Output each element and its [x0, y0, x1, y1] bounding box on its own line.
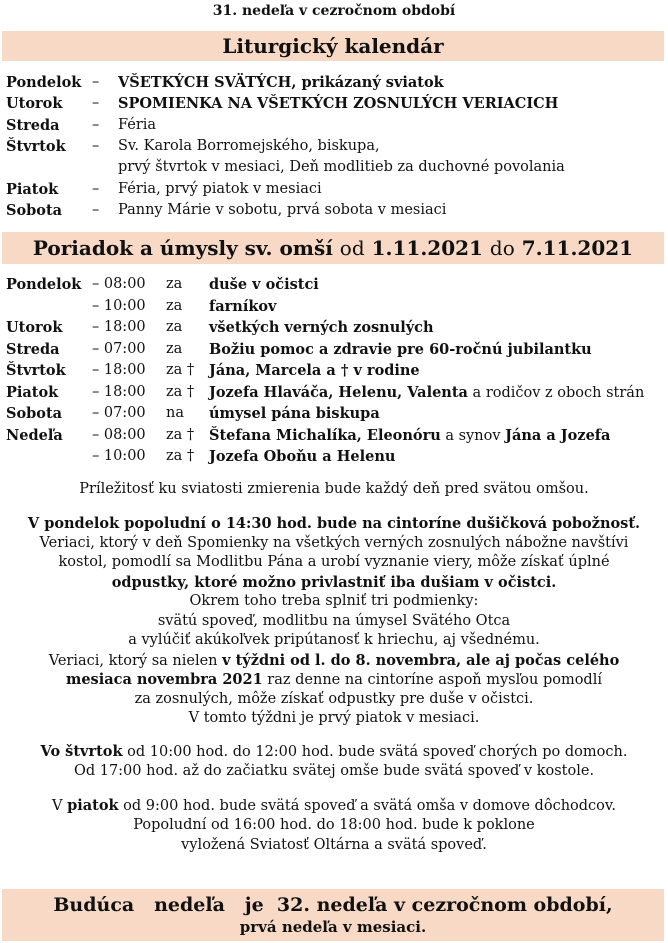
notice-text: od 9:00 hod. bude svätá spoveď a svätá omša v domove dôchodcov.	[118, 798, 616, 814]
intention-names: Štefana Michalíka, Eleonóru	[209, 427, 441, 444]
mass-for: za †	[166, 362, 195, 378]
notice-text-bold: Vo štvrtok	[40, 743, 123, 760]
notice-line	[0, 796, 668, 817]
notice-line: odpustky, ktoré možno privlastniť iba dušiam v očistci.	[111, 573, 557, 591]
notice-line: za zosnulých, môže získať odpustky pre duše v očistci.	[134, 690, 534, 707]
mass-for: za	[166, 341, 183, 357]
title-date-start: 1.11.2021	[371, 236, 483, 260]
next-sunday-banner	[2, 889, 664, 941]
notice-line: Popoludní od 16:00 hod. do 18:00 hod. bude k poklone	[133, 817, 535, 833]
mass-time: – 10:00	[92, 448, 146, 464]
mass-time: – 18:00	[92, 319, 146, 335]
dash: –	[92, 202, 100, 218]
day-label: Nedeľa	[6, 427, 63, 444]
title-from: od	[339, 236, 365, 260]
intention-names-2: Jána a Jozefa	[505, 427, 611, 444]
calendar-text: Féria, prvý piatok v mesiaci	[118, 181, 322, 197]
dash: –	[92, 74, 100, 90]
mass-time: – 18:00	[92, 362, 146, 378]
day-label: Sobota	[6, 202, 63, 219]
mass-intention: farníkov	[209, 298, 277, 315]
mass-for: za	[166, 276, 183, 292]
confession-notice: Príležitosť ku sviatosti zmierenia bude každý deň pred svätou omšou.	[79, 481, 589, 497]
intention-extra: a synov	[440, 428, 506, 444]
notice-line: V tomto týždni je prvý piatok v mesiaci.	[188, 710, 480, 726]
day-label: Sobota	[6, 405, 63, 422]
notice-line: kostol, pomodlí sa Modlitbu Pána a urobí vyznanie viery, môže získať úplné	[58, 554, 610, 570]
mass-intention: Jána, Marcela a † v rodine	[209, 362, 420, 379]
day-label: Štvrtok	[6, 362, 66, 379]
notice-line: a vylúčiť akúkoľvek pripútanosť k hriechu, aj všednému.	[128, 632, 540, 648]
calendar-text: VŠETKÝCH SVÄTÝCH, prikázaný sviatok	[118, 74, 444, 91]
title-date-end: 7.11.2021	[521, 236, 634, 260]
notice-line: V pondelok popoludní o 14:30 hod. bude na cintoríne dušičková pobožnosť.	[27, 515, 641, 532]
day-label: Pondelok	[6, 276, 82, 293]
week-subtitle: 31. nedeľa v cezročnom období	[212, 3, 456, 19]
notice-line	[0, 670, 668, 691]
title-to: do	[489, 236, 515, 260]
dash: –	[92, 181, 100, 197]
notice-text: V	[52, 798, 68, 814]
calendar-text: prvý štvrtok v mesiaci, Deň modlitieb za duchovné povolania	[118, 159, 565, 175]
mass-time: – 10:00	[92, 298, 146, 314]
notice-text: Veriaci, ktorý sa nielen	[48, 652, 223, 669]
mass-time: – 07:00	[92, 405, 146, 421]
calendar-text: Féria	[118, 117, 157, 133]
day-label: Streda	[6, 341, 60, 358]
day-label: Pondelok	[6, 74, 82, 91]
mass-intention: Božiu pomoc a zdravie pre 60-ročnú jubilantku	[209, 341, 592, 358]
calendar-text: SPOMIENKA NA VŠETKÝCH ZOSNULÝCH VERIACICH	[118, 95, 559, 112]
notice-text-bold: mesiaca novembra 2021	[65, 671, 263, 688]
day-label: Streda	[6, 117, 60, 134]
mass-time: – 08:00	[92, 427, 146, 443]
dash: –	[92, 95, 100, 111]
next-sunday-line: Budúca nedeľa je 32. nedeľa v cezročnom období,	[53, 894, 613, 916]
notice-line: svätú spoveď, modlitbu na úmysel Svätého Otca	[157, 612, 511, 629]
day-label: Utorok	[6, 319, 63, 336]
mass-for: za	[166, 319, 183, 335]
notice-line	[0, 651, 668, 672]
notice-line: Okrem toho treba splniť tri podmienky:	[189, 593, 479, 609]
mass-time: – 08:00	[92, 276, 146, 292]
notice-text: od 10:00 hod. do 12:00 hod. bude svätá spoveď chorých po domoch.	[122, 744, 628, 760]
mass-intention: Jozefa Oboňu a Helenu	[209, 448, 396, 465]
mass-intention: úmysel pána biskupa	[209, 405, 380, 422]
dash: –	[92, 138, 100, 154]
notice-line: Veriaci, ktorý v deň Spomienky na všetkých verných zosnulých nábožne navštívi	[39, 534, 629, 551]
next-sunday-subline: prvá nedeľa v mesiaci.	[239, 918, 427, 936]
mass-time: – 07:00	[92, 341, 146, 357]
mass-for: na	[166, 405, 184, 421]
mass-intention	[209, 425, 610, 447]
intention-extra: a rodičov z oboch strán	[467, 385, 645, 401]
mass-intention: duše v očistci	[209, 276, 319, 293]
masses-title-text: Poriadok a úmysly sv. omší	[32, 236, 333, 260]
notice-line: vyložená Sviatosť Oltárna a svätá spoveď.	[181, 837, 487, 853]
notice-text-bold: piatok	[67, 797, 119, 814]
mass-intention	[209, 382, 644, 404]
mass-for: za †	[166, 384, 195, 400]
dash: –	[92, 117, 100, 133]
mass-intention: všetkých verných zosnulých	[209, 319, 434, 336]
intention-names: Jozefa Hlaváča, Helenu, Valenta	[209, 384, 468, 401]
calendar-text: Sv. Karola Borromejského, biskupa,	[118, 138, 380, 154]
calendar-text: Panny Márie v sobotu, prvá sobota v mesiaci	[118, 202, 447, 218]
masses-title	[2, 232, 664, 264]
day-label: Piatok	[6, 384, 59, 401]
day-label: Utorok	[6, 95, 63, 112]
mass-time: – 18:00	[92, 384, 146, 400]
mass-for: za	[166, 298, 183, 314]
notice-line: Od 17:00 hod. až do začiatku svätej omše bude svätá spoveď v kostole.	[73, 763, 595, 779]
notice-text-bold: v týždni od l. do 8. novembra, ale aj počas celého	[222, 651, 620, 669]
mass-for: za †	[166, 448, 195, 464]
calendar-title: Liturgický kalendár	[2, 31, 664, 61]
day-label: Štvrtok	[6, 138, 66, 155]
notice-line	[0, 742, 668, 763]
day-label: Piatok	[6, 181, 59, 198]
mass-for: za †	[166, 427, 195, 443]
notice-text: raz denne na cintoríne aspoň mysľou pomodlí	[262, 672, 602, 688]
